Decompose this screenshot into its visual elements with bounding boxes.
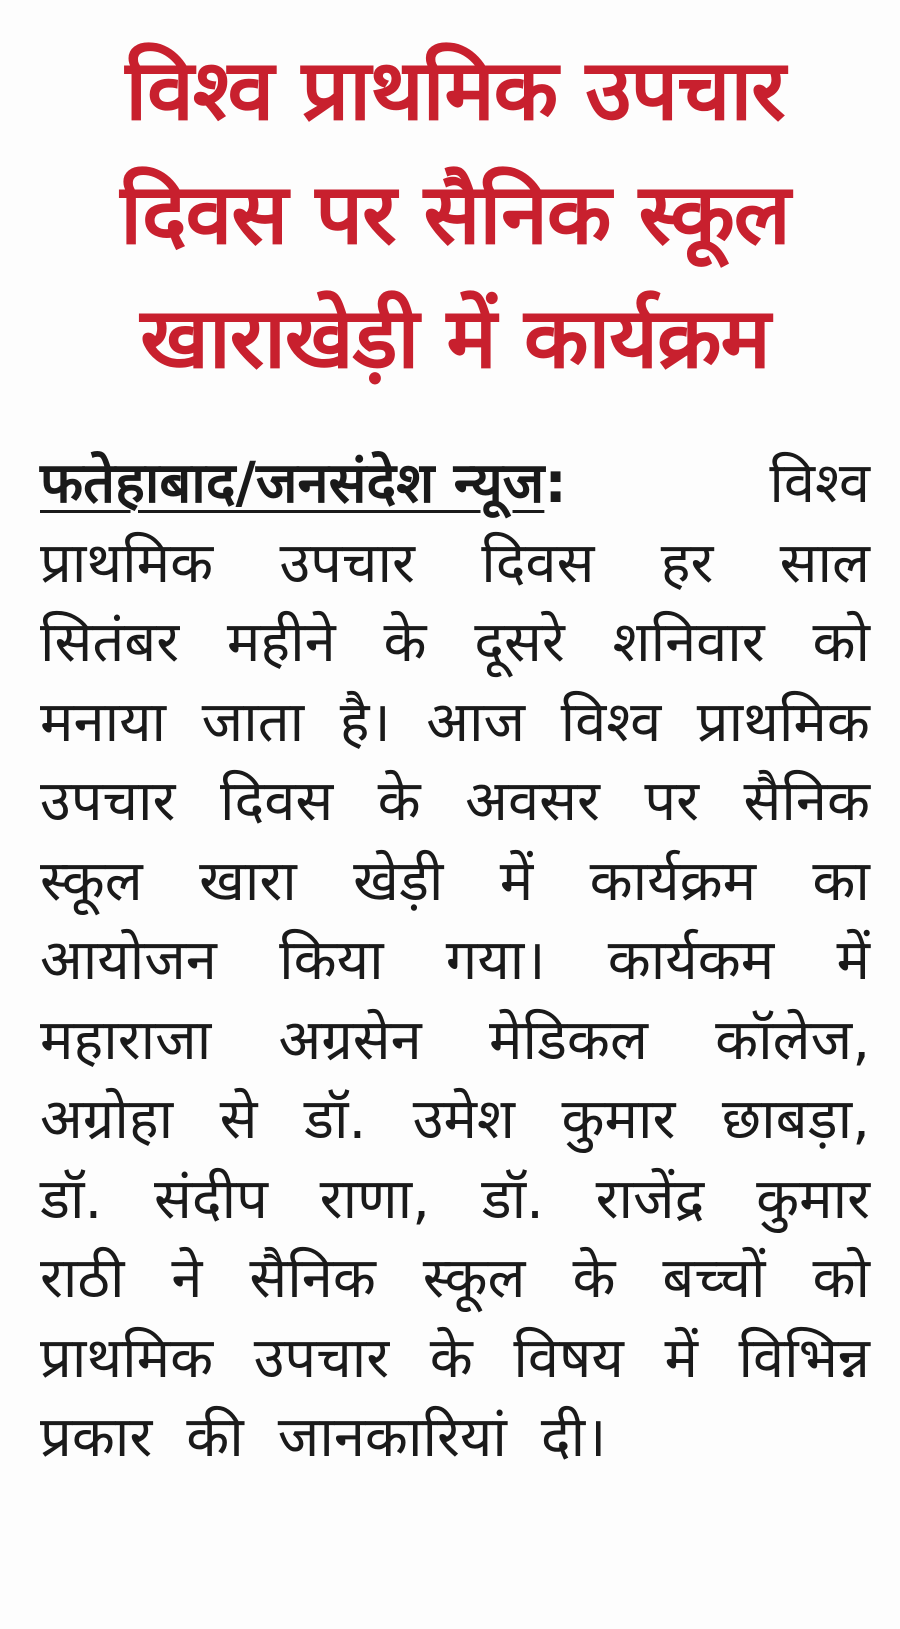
body-word: मेडिकल	[488, 1007, 648, 1073]
body-word: राजेंद्र	[595, 1166, 705, 1232]
body-line	[40, 1080, 870, 1160]
body-word: है।	[339, 689, 391, 755]
body-word: उपचार	[279, 530, 415, 596]
body-word: राठी	[40, 1246, 125, 1311]
headline-line: दिवस पर सैनिक स्कूल	[120, 165, 790, 263]
body-word: कार्यक्रम	[589, 848, 757, 914]
body-word: में	[664, 1325, 698, 1391]
body-word: कुमार	[561, 1087, 676, 1152]
body-word: महाराजा	[40, 1007, 212, 1073]
body-word: अग्रोहा	[40, 1087, 174, 1152]
body-word: बच्चों	[662, 1246, 766, 1311]
dateline-colon: :	[544, 451, 567, 516]
body-line	[40, 1160, 870, 1240]
body-word: सैनिक	[249, 1246, 376, 1311]
body-word: डॉ.	[303, 1087, 367, 1152]
body-word: कॉलेज,	[715, 1007, 870, 1073]
body-word: प्राथमिक	[40, 530, 214, 596]
headline-line: विश्व प्राथमिक उपचार	[125, 41, 785, 139]
body-first-line	[40, 444, 870, 524]
body-word: कार्यकम	[607, 928, 775, 993]
body-first-line-rest: विश्व	[769, 451, 870, 516]
body-word: गया।	[445, 928, 546, 993]
headline-line: खाराखेड़ी में कार्यक्रम	[140, 289, 770, 387]
body-word: में	[499, 848, 534, 914]
article-body	[40, 444, 870, 1478]
body-word: में	[836, 928, 870, 993]
body-word: को	[812, 1246, 870, 1311]
body-word: जाता	[201, 689, 305, 755]
body-word: आयोजन	[40, 928, 217, 993]
body-line	[40, 1398, 870, 1478]
body-line	[40, 1319, 870, 1399]
body-word: राणा,	[319, 1166, 430, 1232]
body-word: दी।	[540, 1405, 607, 1470]
body-word: के	[377, 769, 421, 834]
dateline-group	[40, 444, 581, 524]
body-word: को	[812, 610, 870, 675]
body-word: आज	[426, 689, 526, 755]
body-line	[40, 1239, 870, 1319]
body-word: के	[383, 610, 427, 675]
body-word: उपचार	[40, 769, 176, 834]
body-word: विश्व	[560, 689, 662, 755]
body-word: उपचार	[253, 1325, 390, 1391]
body-word: डॉ.	[481, 1166, 544, 1232]
body-word: जानकारियां	[277, 1405, 507, 1470]
body-word: खेड़ी	[353, 848, 444, 914]
body-word: दूसरे	[474, 610, 565, 675]
body-word: स्कूल	[422, 1246, 526, 1311]
headline	[40, 28, 870, 400]
body-word: संदीप	[154, 1166, 268, 1232]
body-line	[40, 921, 870, 1001]
body-word: अवसर	[465, 769, 600, 834]
body-word: स्कूल	[40, 848, 143, 914]
body-line	[40, 842, 870, 922]
body-word: साल	[779, 530, 870, 596]
body-word: अग्रसेन	[278, 1007, 422, 1073]
body-word: खारा	[199, 848, 297, 914]
body-word: दिवस	[219, 769, 334, 834]
body-word: उमेश	[412, 1087, 516, 1152]
body-word: के	[429, 1325, 473, 1391]
body-word: हर	[660, 530, 714, 596]
body-word: डॉ.	[40, 1166, 103, 1232]
body-word: महीने	[226, 610, 336, 675]
body-word: का	[812, 848, 870, 914]
body-word: प्राथमिक	[696, 689, 870, 755]
body-lines	[40, 524, 870, 1478]
body-line	[40, 1001, 870, 1081]
dateline: फतेहाबाद/जनसंदेश न्यूज	[40, 451, 545, 516]
body-word: सैनिक	[743, 769, 870, 834]
body-word: से	[219, 1087, 258, 1152]
body-word: प्राथमिक	[40, 1325, 214, 1391]
body-word: मनाया	[40, 689, 167, 755]
body-word: छाबड़ा,	[721, 1087, 870, 1152]
body-line	[40, 603, 870, 683]
body-word: की	[186, 1405, 244, 1470]
body-line	[40, 524, 870, 604]
body-line	[40, 683, 870, 763]
body-word: कुमार	[756, 1166, 870, 1232]
body-word: प्रकार	[40, 1405, 153, 1470]
body-word: ने	[171, 1246, 203, 1311]
body-word: विभिन्न	[738, 1325, 870, 1391]
body-word: विषय	[513, 1325, 624, 1391]
body-word: पर	[644, 769, 700, 834]
body-line	[40, 762, 870, 842]
body-word: शनिवार	[612, 610, 765, 675]
body-word: के	[572, 1246, 616, 1311]
body-word: किया	[279, 928, 384, 993]
body-word: सितंबर	[40, 610, 180, 675]
body-word: दिवस	[481, 530, 595, 596]
